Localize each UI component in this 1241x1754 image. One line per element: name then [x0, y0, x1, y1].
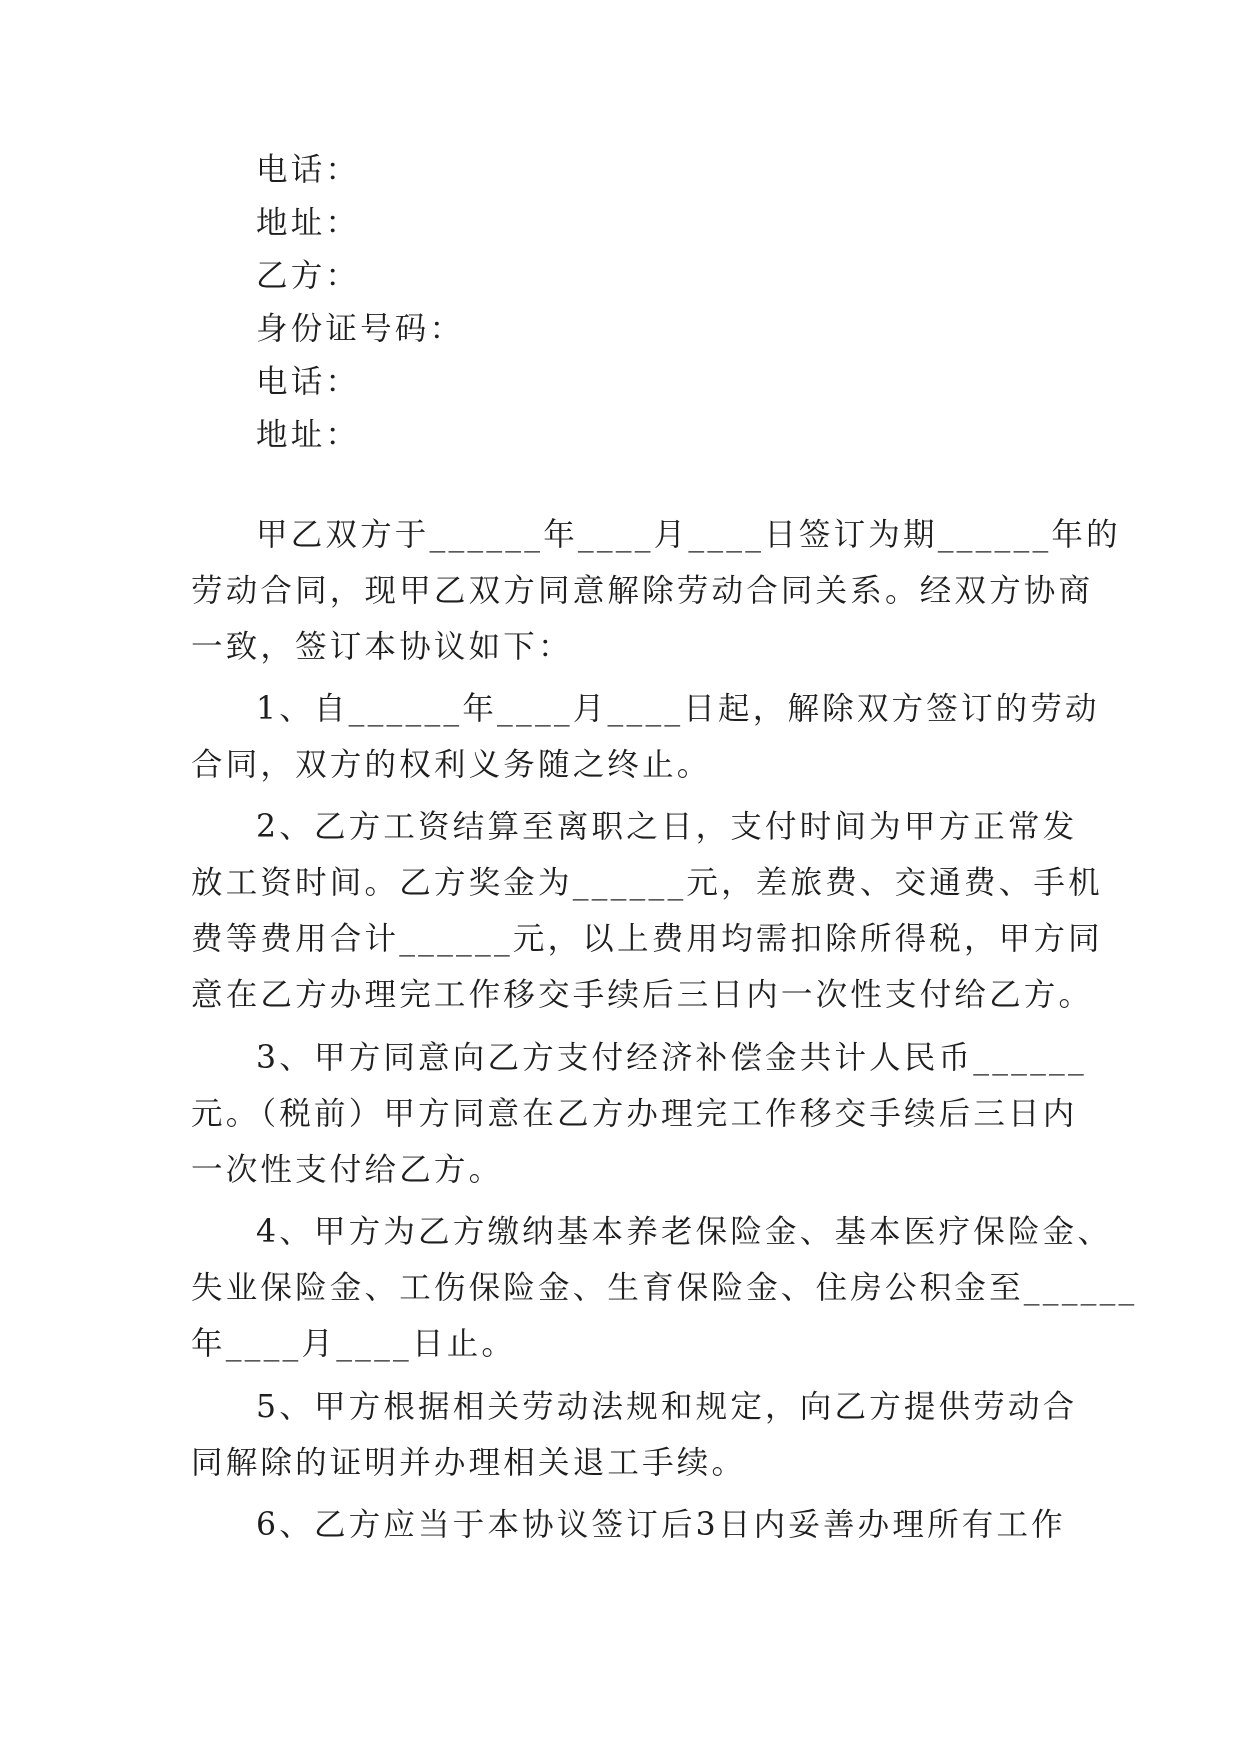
clause-2-line-4: 意在乙方办理完工作移交手续后三日内一次性支付给乙方。 [191, 977, 1094, 1013]
clause-2-line-1: 2、乙方工资结算至离职之日，支付时间为甲方正常发 [256, 809, 1078, 845]
address-line-1: 地址： [256, 205, 361, 241]
intro-paragraph-line-2: 劳动合同，现甲乙双方同意解除劳动合同关系。经双方协商 [191, 573, 1094, 609]
phone-line-2: 电话： [256, 364, 361, 400]
intro-paragraph-line-1: 甲乙双方于______年____月____日签订为期______年的 [256, 517, 1121, 553]
phone-line-1: 电话： [256, 152, 361, 188]
clause-5-line-1: 5、甲方根据相关劳动法规和规定，向乙方提供劳动合 [256, 1389, 1078, 1425]
clause-6-line-1: 6、乙方应当于本协议签订后3日内妥善办理所有工作 [256, 1507, 1066, 1543]
clause-3-line-3: 一次性支付给乙方。 [191, 1152, 504, 1188]
clause-1-line-2: 合同，双方的权利义务随之终止。 [191, 747, 712, 783]
address-line-2: 地址： [256, 417, 361, 453]
party-b-line: 乙方： [256, 258, 361, 294]
id-number-line: 身份证号码： [256, 311, 465, 347]
clause-2-line-2: 放工资时间。乙方奖金为______元，差旅费、交通费、手机 [191, 865, 1103, 901]
clause-2-line-3: 费等费用合计______元，以上费用均需扣除所得税，甲方同 [191, 921, 1103, 957]
clause-4-line-3: 年____月____日止。 [191, 1326, 517, 1362]
clause-4-line-1: 4、甲方为乙方缴纳基本养老保险金、基本医疗保险金、 [256, 1214, 1113, 1250]
clause-3-line-2: 元。（税前）甲方同意在乙方办理完工作移交手续后三日内 [191, 1096, 1078, 1132]
intro-paragraph-line-3: 一致，签订本协议如下： [191, 629, 573, 665]
clause-4-line-2: 失业保险金、工伤保险金、生育保险金、住房公积金至______ [191, 1270, 1138, 1306]
clause-1-line-1: 1、自______年____月____日起，解除双方签订的劳动 [256, 691, 1100, 727]
clause-5-line-2: 同解除的证明并办理相关退工手续。 [191, 1445, 747, 1481]
clause-3-line-1: 3、甲方同意向乙方支付经济补偿金共计人民币______ [256, 1040, 1087, 1076]
